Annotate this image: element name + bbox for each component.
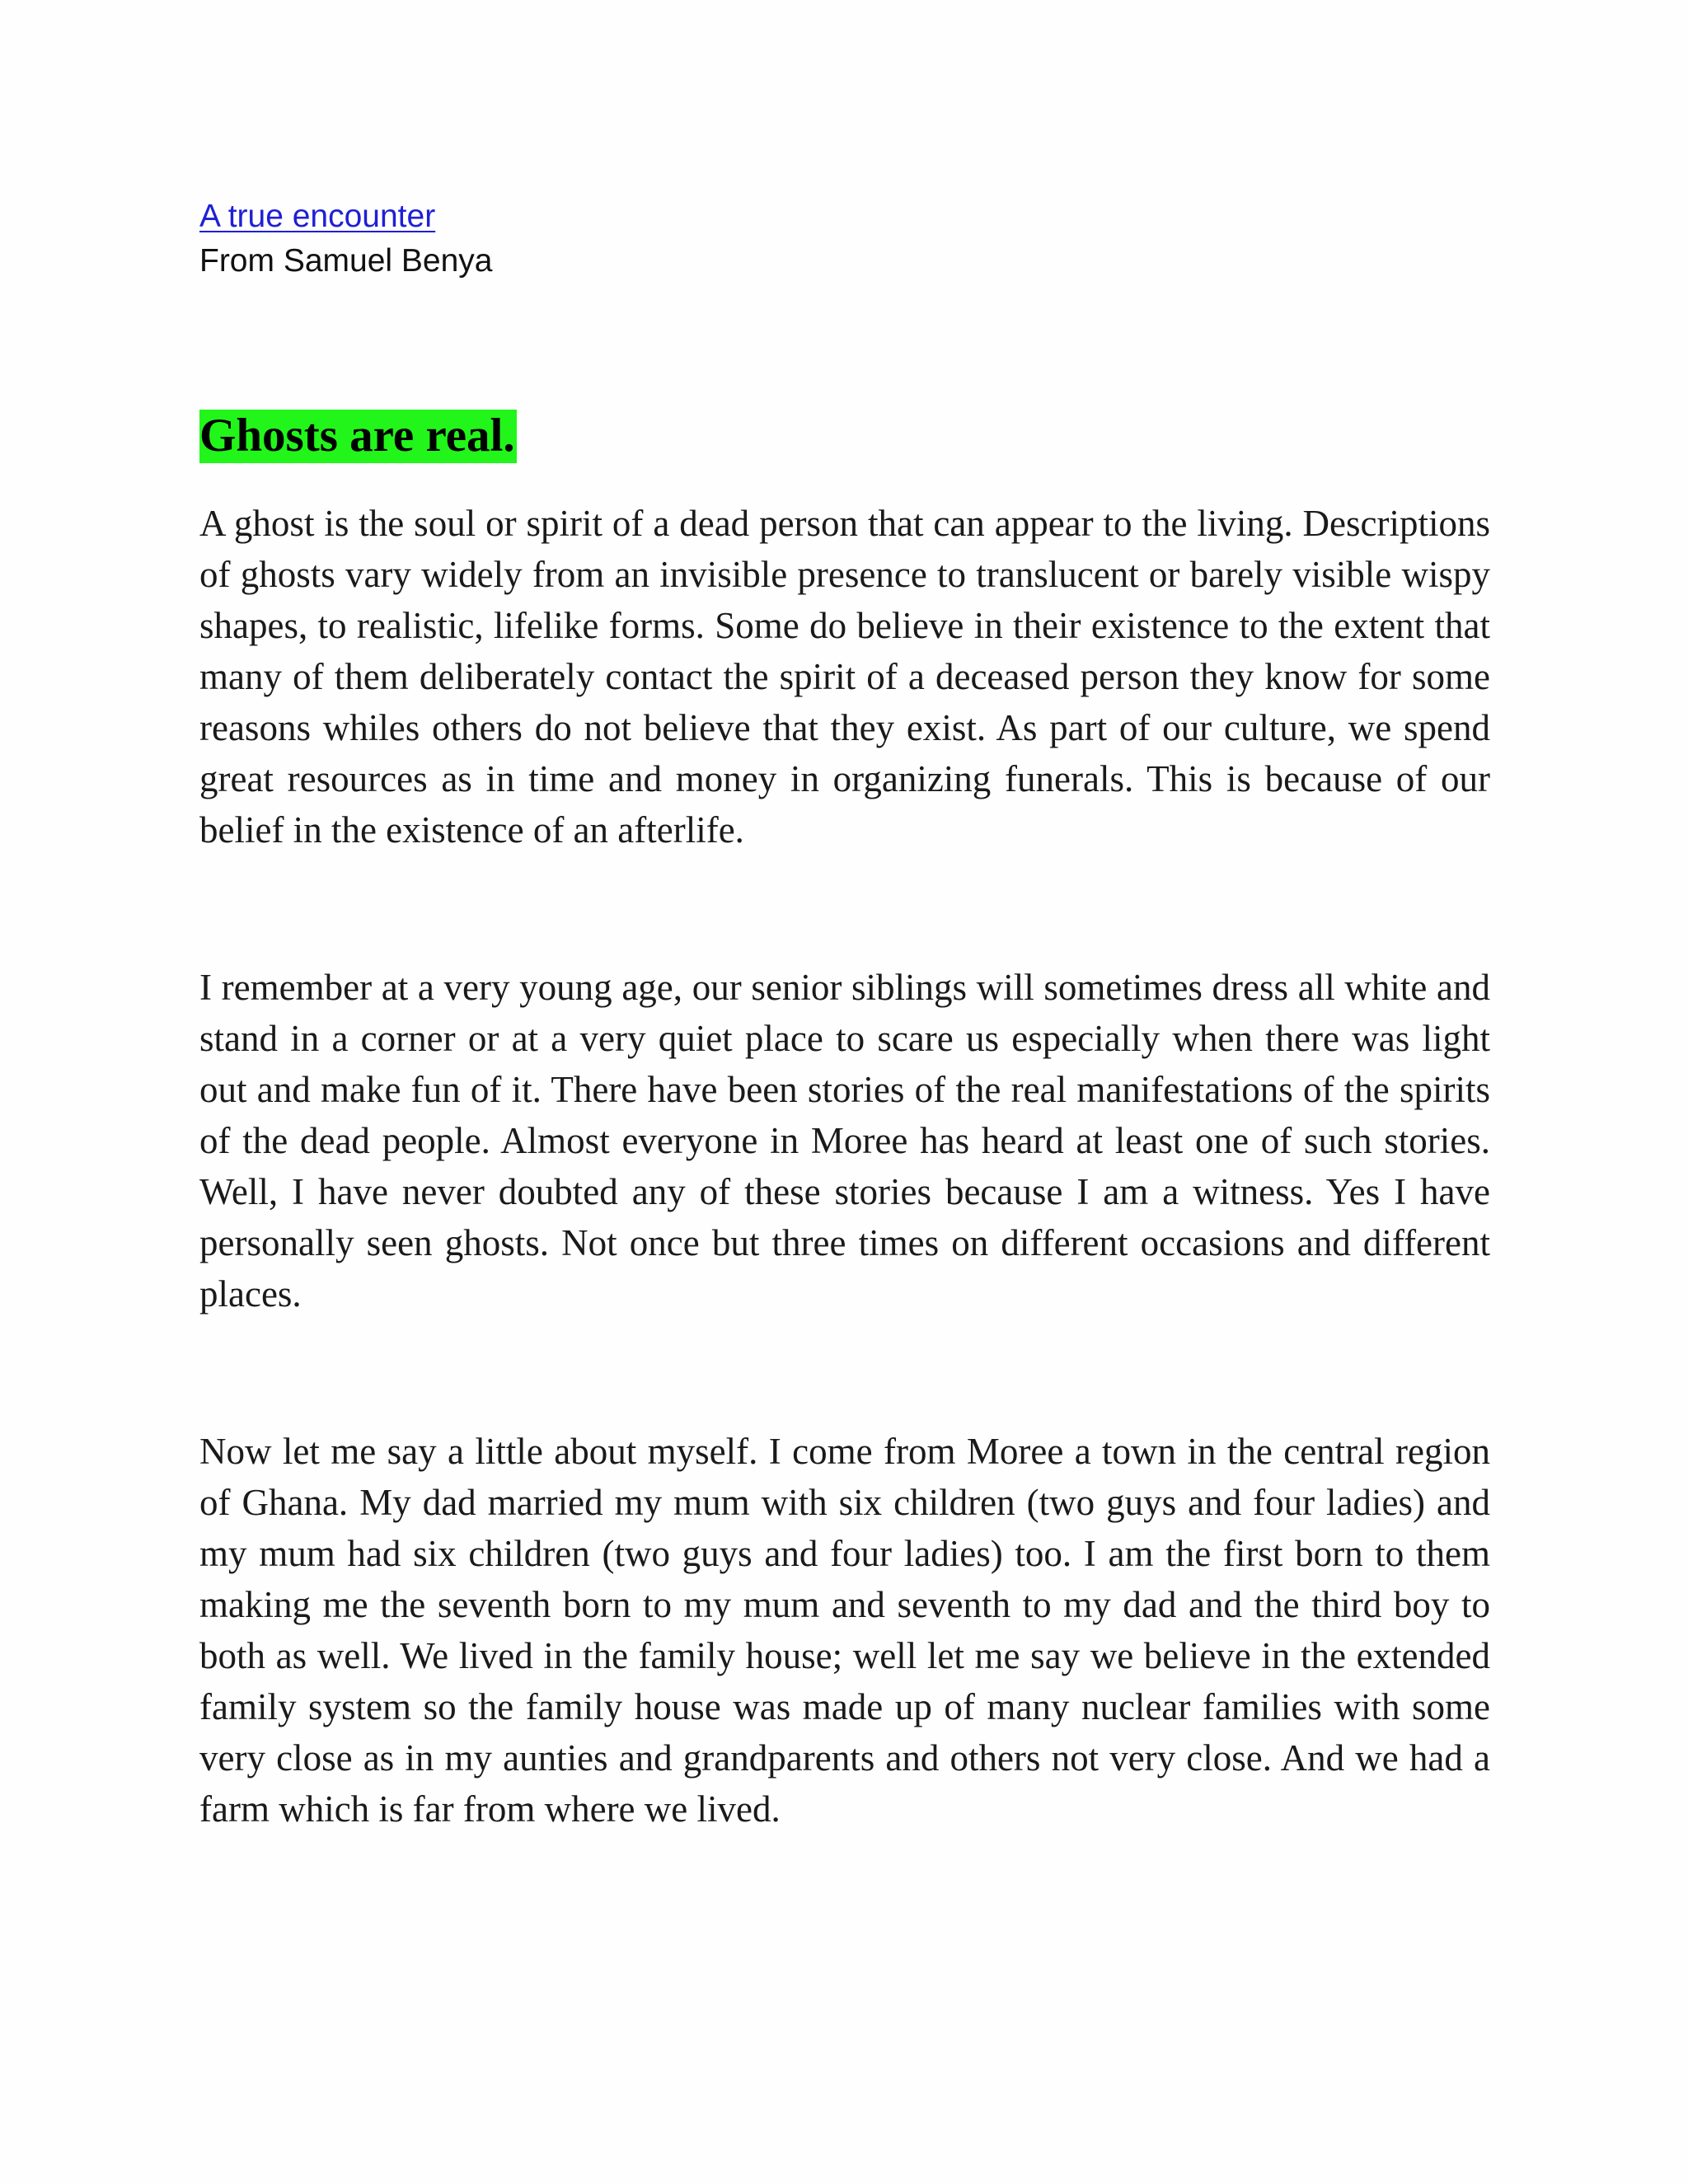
- paragraph-ghost-definition: A ghost is the soul or spirit of a dead person that can appear to the living. Descriptions of ghosts vary widely from an invisible presence to translucent or barely visible wispy shapes, to realistic, lifelike forms. Some do believe in their existence to the extent that many of them deliberately contact the spirit of a deceased person they know for some reasons whiles others do not believe that they exist. As part of our culture, we spend great resources as in time and money in organizing funerals. This is because of our belief in the existence of an afterlife.: [199, 503, 1490, 851]
- heading-highlight: Ghosts are real.: [199, 410, 515, 462]
- byline: From Samuel Benya: [199, 243, 493, 279]
- title-link[interactable]: A true encounter: [199, 199, 436, 234]
- document-header: [199, 194, 492, 284]
- paragraph-about-myself: Now let me say a little about myself. I come from Moree a town in the central region of Ghana. My dad married my mum with six children (two guys and four ladies) and my mum had six children (two guys and four ladies) too. I am the first born to them making me the seventh born to my mum and seventh to my dad and the third boy to both as well. We lived in the family house; well let me say we believe in the extended family system so the family house was made up of many nuclear families with some very close as in my aunties and grandparents and others not very close. And we had a farm which is far from where we lived.: [199, 1431, 1490, 1830]
- paragraph-childhood-memories: I remember at a very young age, our senior siblings will sometimes dress all white and stand in a corner or at a very quiet place to scare us especially when there was light out and make fun of it. There have been stories of the real manifestations of the spirits of the dead people. Almost everyone in Moree has heard at least one of such stories. Well, I have never doubted any of these stories because I am a witness. Yes I have personally seen ghosts. Not once but three times on different occasions and different places.: [199, 967, 1490, 1315]
- section-heading: [199, 409, 517, 463]
